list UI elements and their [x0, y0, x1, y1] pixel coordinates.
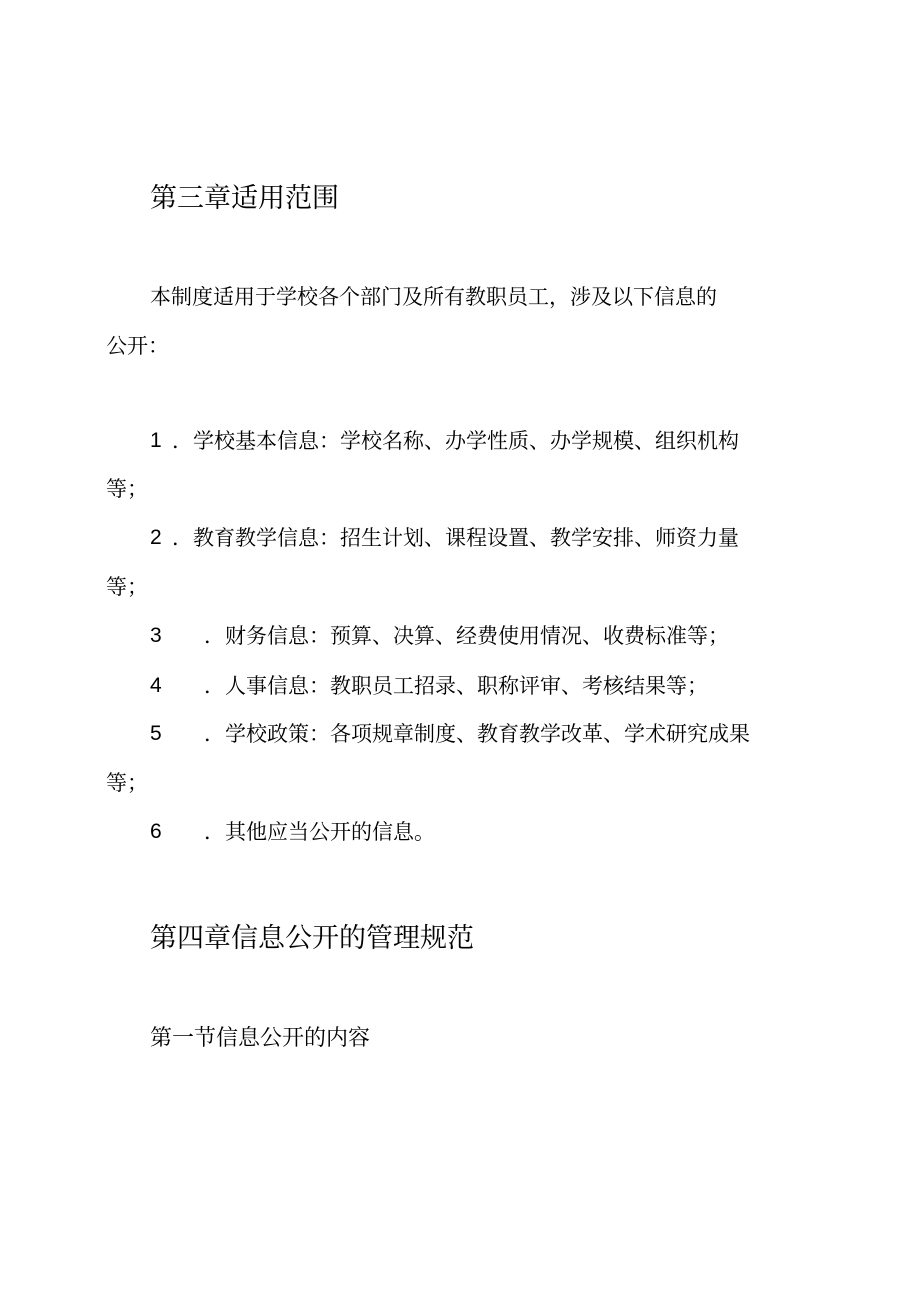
list-item-text: ．人事信息：教职员工招录、职称评审、考核结果等； [204, 674, 708, 698]
list-item-text: ．财务信息：预算、决算、经费使用情况、收费标准等； [204, 624, 729, 648]
list-item-number: 1 [150, 429, 162, 452]
list-item-number: 6 [150, 820, 162, 843]
list-item-continuation: 等； [106, 771, 148, 795]
list-item-continuation: 等； [106, 477, 148, 501]
list-item-text: ．其他应当公开的信息。 [204, 820, 435, 844]
list-item-continuation: 等； [106, 575, 148, 599]
chapter-4-title: 第四章信息公开的管理规范 [150, 923, 474, 954]
list-item-number: 3 [150, 624, 162, 647]
section-1-title: 第一节信息公开的内容 [150, 1026, 371, 1051]
chapter-3-title: 第三章适用范围 [150, 183, 339, 214]
list-item-text: ．教育教学信息：招生计划、课程设置、教学安排、师资力量 [172, 526, 739, 550]
chapter-3-intro-line-1: 本制度适用于学校各个部门及所有教职员工，涉及以下信息的 [150, 285, 717, 309]
list-item-number: 4 [150, 674, 162, 697]
list-item-number: 5 [150, 722, 162, 745]
list-item-text: ．学校基本信息：学校名称、办学性质、办学规模、组织机构 [172, 429, 739, 453]
chapter-3-intro-line-2: 公开： [106, 334, 169, 358]
list-item-text: ．学校政策：各项规章制度、教育教学改革、学术研究成果 [204, 722, 750, 746]
list-item-number: 2 [150, 526, 162, 549]
